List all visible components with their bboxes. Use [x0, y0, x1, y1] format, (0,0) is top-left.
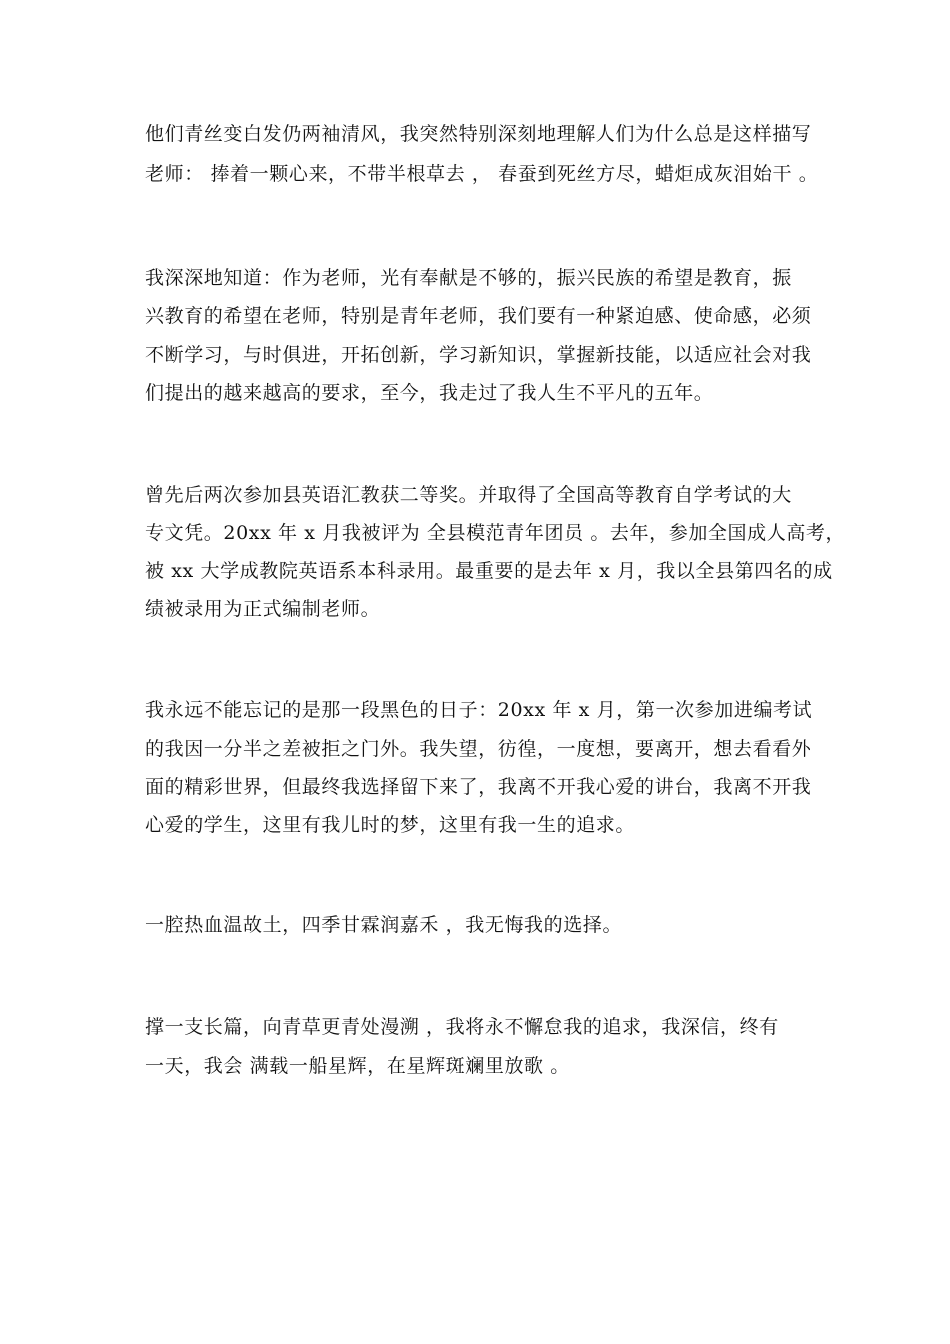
- text-line: 老师： 捧着一颗心来，不带半根草去 ， 春蚕到死丝方尽，蜡炬成灰泪始干 。: [145, 163, 819, 185]
- text-line: 心爱的学生，这里有我儿时的梦，这里有我一生的追求。: [145, 814, 636, 836]
- text-line: 的我因一分半之差被拒之门外。我失望，彷徨，一度想，要离开，想去看看外: [145, 738, 812, 760]
- text-line: 不断学习，与时俱进，开拓创新，学习新知识，掌握新技能，以适应社会对我: [145, 344, 812, 366]
- text-line: 一天，我会 满载一船星辉，在星辉斑斓里放歌 。: [145, 1055, 570, 1077]
- text-line: 面的精彩世界，但最终我选择留下来了，我离不开我心爱的讲台，我离不开我: [145, 776, 812, 798]
- text-line: 被 xx 大学成教院英语系本科录用。最重要的是去年 x 月，我以全县第四名的成: [145, 560, 833, 582]
- text-line: 他们青丝变白发仍两袖清风，我突然特别深刻地理解人们为什么总是这样描写: [145, 123, 812, 145]
- text-line: 一腔热血温故土，四季甘霖润嘉禾 ，我无悔我的选择。: [145, 914, 623, 936]
- text-line: 兴教育的希望在老师，特别是青年老师，我们要有一种紧迫感、使命感，必须: [145, 305, 812, 327]
- text-line: 曾先后两次参加县英语汇教获二等奖。并取得了全国高等教育自学考试的大: [145, 484, 792, 506]
- text-line: 们提出的越来越高的要求，至今，我走过了我人生不平凡的五年。: [145, 382, 714, 404]
- text-line: 撑一支长篇，向青草更青处漫溯 ，我将永不懈怠我的追求，我深信，终有: [145, 1016, 779, 1038]
- text-line: 专文凭。20xx 年 x 月我被评为 全县模范青年团员 。去年，参加全国成人高考，: [145, 522, 846, 544]
- text-line: 我深深地知道：作为老师，光有奉献是不够的，振兴民族的希望是教育，振: [145, 267, 792, 289]
- text-line: 我永远不能忘记的是那一段黑色的日子：20xx 年 x 月，第一次参加进编考试: [145, 699, 813, 721]
- text-line: 绩被录用为正式编制老师。: [145, 598, 381, 620]
